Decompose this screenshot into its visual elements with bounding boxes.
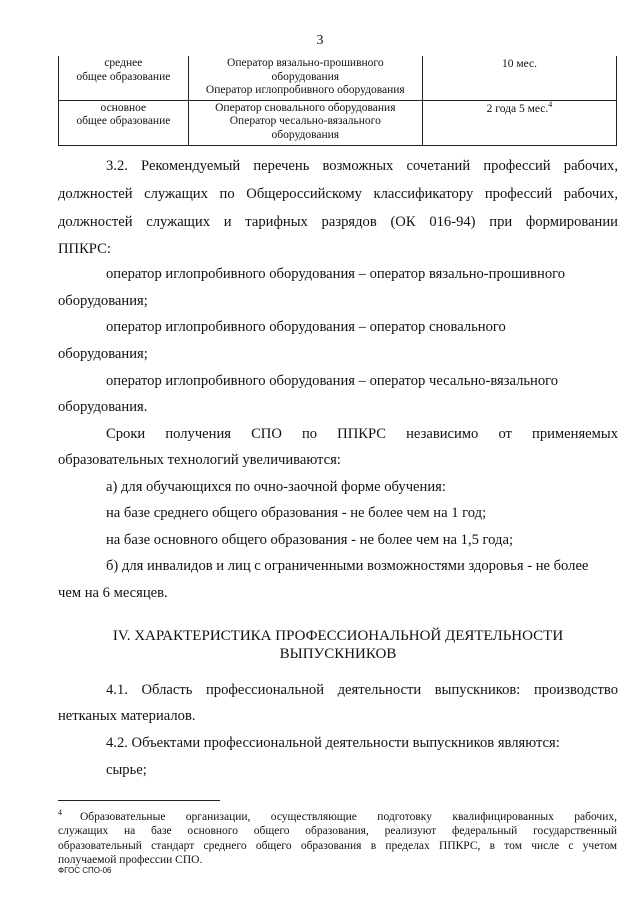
section-heading-line: ВЫПУСКНИКОВ [279, 646, 397, 662]
combination-line: оборудования; [58, 346, 148, 362]
terms-line: Сроки получения СПО по ППКРС независимо от применяемых [106, 426, 618, 442]
combination-line: оборудования. [58, 399, 148, 415]
combination-line: оператор иглопробивного оборудования – оператор вязально-прошивного [106, 266, 566, 282]
professions-cell [188, 56, 422, 100]
footnote [58, 806, 617, 868]
section-3-2-line: должностей служащих по Общероссийскому классификатору профессий рабочих, [58, 186, 618, 202]
duration-value: 10 мес. [501, 58, 537, 70]
education-level-cell [59, 100, 189, 145]
terms-line: а) для обучающихся по очно-заочной форме обучения: [106, 479, 446, 495]
education-level-line: основное [100, 101, 147, 114]
section-3-2-line: ППКРС: [58, 241, 111, 257]
terms-line: чем на 6 месяцев. [58, 585, 168, 601]
profession-line: Оператор иглопробивного оборудования [205, 84, 405, 97]
professions-cell [188, 100, 422, 145]
footnote-line [58, 806, 617, 824]
section-4-line: нетканых материалов. [58, 708, 196, 724]
education-level-line: среднее [104, 57, 143, 69]
terms-line: образовательных технологий увеличиваются: [58, 452, 341, 468]
page-number: 3 [316, 33, 324, 48]
terms-line: на базе среднего общего образования - не более чем на 1 год; [106, 505, 487, 521]
footnote-text: Образовательные организации, осуществляющие подготовку квалифицированных рабочих, [80, 811, 617, 823]
footnote-reference: 4 [548, 99, 553, 109]
footnote-line: получаемой профессии СПО. [58, 854, 203, 867]
section-3-2-line: 3.2. Рекомендуемый перечень возможных сочетаний профессий рабочих, [106, 158, 618, 174]
profession-line: Оператор сновального оборудования [215, 101, 396, 114]
section-4-line: 4.2. Объектами профессиональной деятельности выпускников являются: [106, 735, 560, 751]
combination-line: оператор иглопробивного оборудования – оператор сновального [106, 319, 506, 335]
education-level-line: общее образование [76, 70, 171, 83]
profession-line: оборудования [271, 128, 340, 141]
footnote-divider [58, 800, 220, 801]
duration-cell [422, 100, 616, 145]
profession-line: Оператор чесально-вязального [229, 115, 381, 128]
education-level-cell [59, 56, 189, 100]
duration-value: 2 года 5 мес. [486, 102, 549, 115]
table-row [59, 56, 617, 100]
footnote-line: образовательный стандарт среднего общего образования в пределах ППКРС, в том числе с учетом [58, 839, 617, 852]
terms-line: на базе основного общего образования - не более чем на 1,5 года; [106, 532, 514, 548]
footnote-line: служащих на базе основного общего образования, реализуют федеральный государственный [58, 825, 617, 838]
footnote-mark: 4 [58, 808, 62, 817]
education-table [58, 56, 617, 146]
duration-cell [422, 56, 616, 100]
section-4-line: сырье; [106, 762, 147, 778]
terms-line: б) для инвалидов и лиц с ограниченными возможностями здоровья - не более [106, 558, 589, 574]
table-row [59, 100, 617, 145]
document-code: ФГОС СПО-06 [58, 866, 112, 875]
section-heading [58, 627, 618, 663]
education-level-line: общее образование [76, 115, 171, 128]
section-4-line: 4.1. Область профессиональной деятельности выпускников: производство [106, 682, 618, 698]
combination-line: оборудования; [58, 293, 148, 309]
section-3-2-line: должностей служащих и тарифных разрядов (ОК 016-94) при формировании [58, 214, 618, 230]
profession-line: Оператор вязально-прошивного [227, 57, 384, 69]
section-heading-line: IV. ХАРАКТЕРИСТИКА ПРОФЕССИОНАЛЬНОЙ ДЕЯТЕЛЬНОСТИ [112, 628, 564, 644]
combination-line: оператор иглопробивного оборудования – оператор чесально-вязального [106, 373, 559, 389]
profession-line: оборудования [271, 70, 340, 83]
